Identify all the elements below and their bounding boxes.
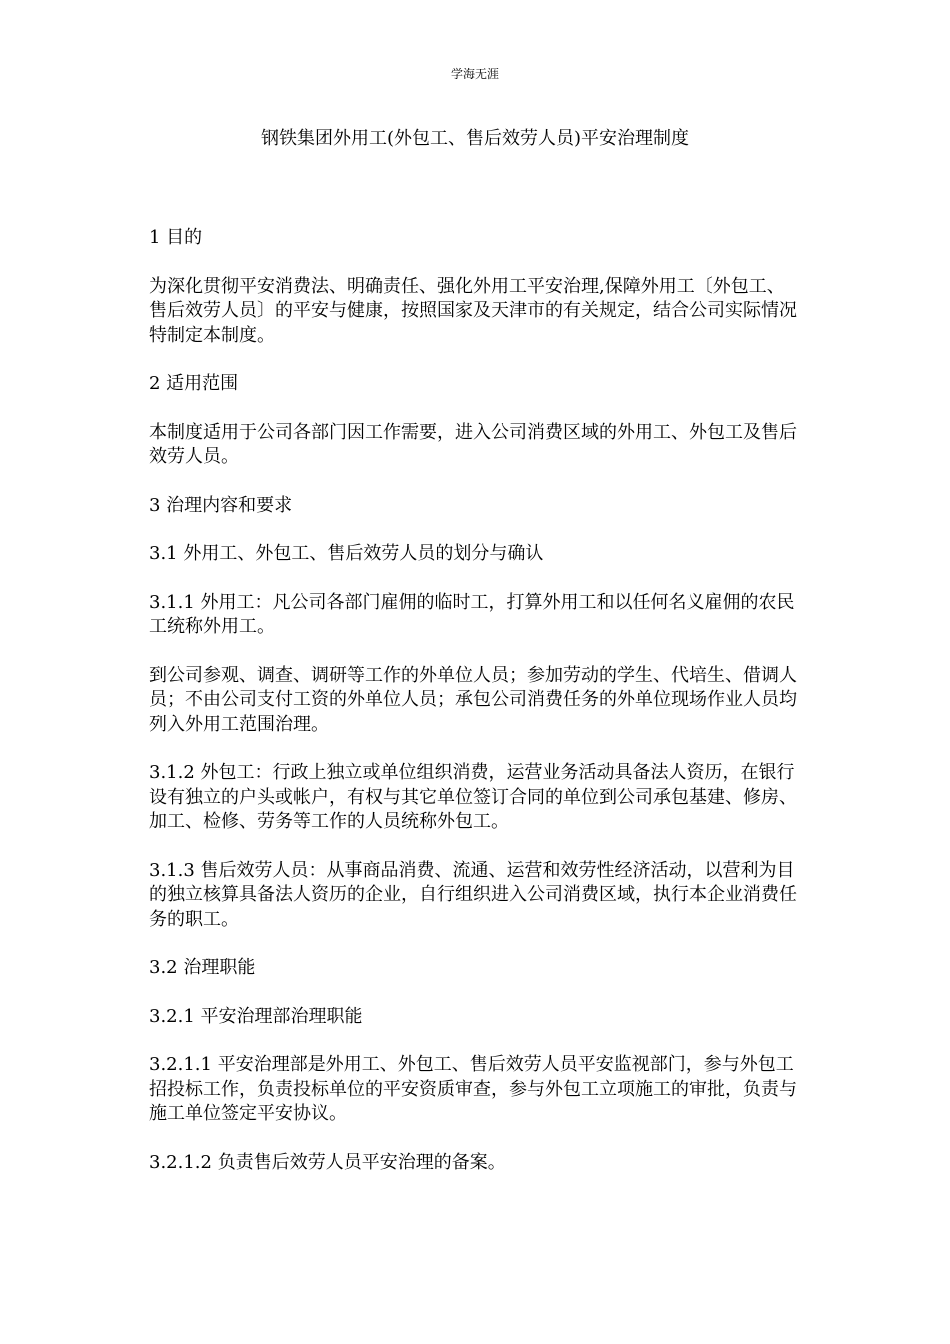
document-title: 钢铁集团外用工(外包工、售后效劳人员)平安治理制度 (260, 128, 690, 149)
paragraph-3-1-2: 3.1.2 外包工：行政上独立或单位组织消费，运营业务活动具备法人资历，在银行设有独立的户头或帐户，有权与其它单位签订合同的单位到公司承包基建、修房、加工、检修、劳务等工作的人员统称外包工。 (149, 762, 797, 832)
subsection-heading-3-2: 3.2 治理职能 (149, 957, 256, 978)
paragraph-3-1-3: 3.1.3 售后效劳人员：从事商品消费、流通、运营和效劳性经济活动，以营利为目的独立核算具备法人资历的企业，自行组织进入公司消费区域，执行本企业消费任务的职工。 (149, 859, 797, 930)
section-heading-purpose: 1 目的 (149, 227, 203, 248)
paragraph-3-2-1-1: 3.2.1.1 平安治理部是外用工、外包工、售后效劳人员平安监视部门，参与外包工招投标工作，负责投标单位的平安资质审查，参与外包工立项施工的审批，负责与施工单位签定平安协议。 (149, 1054, 797, 1124)
section-heading-scope: 2 适用范围 (149, 373, 239, 394)
paragraph-purpose: 为深化贯彻平安消费法、明确责任、强化外用工平安治理,保障外用工〔外包工、售后效劳人员〕的平安与健康，按照国家及天津市的有关规定，结合公司实际情况特制定本制度。 (149, 275, 797, 346)
paragraph-3-1-1-scope: 到公司参观、调查、调研等工作的外单位人员；参加劳动的学生、代培生、借调人员；不由公司支付工资的外单位人员；承包公司消费任务的外单位现场作业人员均列入外用工范围治理。 (149, 664, 797, 735)
paragraph-3-2-1-2: 3.2.1.2 负责售后效劳人员平安治理的备案。 (149, 1151, 506, 1173)
subsection-heading-3-1: 3.1 外用工、外包工、售后效劳人员的划分与确认 (149, 543, 544, 564)
page-header: 学海无涯 (450, 67, 499, 81)
paragraph-3-1-1: 3.1.1 外用工：凡公司各部门雇佣的临时工，打算外用工和以任何名义雇佣的农民工统称外用工。 (149, 591, 795, 637)
section-heading-management: 3 治理内容和要求 (149, 494, 293, 516)
document-body (149, 226, 801, 1199)
paragraph-scope: 本制度适用于公司各部门因工作需要，进入公司消费区域的外用工、外包工及售后效劳人员。 (149, 421, 797, 467)
subsection-heading-3-2-1: 3.2.1 平安治理部治理职能 (149, 1005, 363, 1027)
